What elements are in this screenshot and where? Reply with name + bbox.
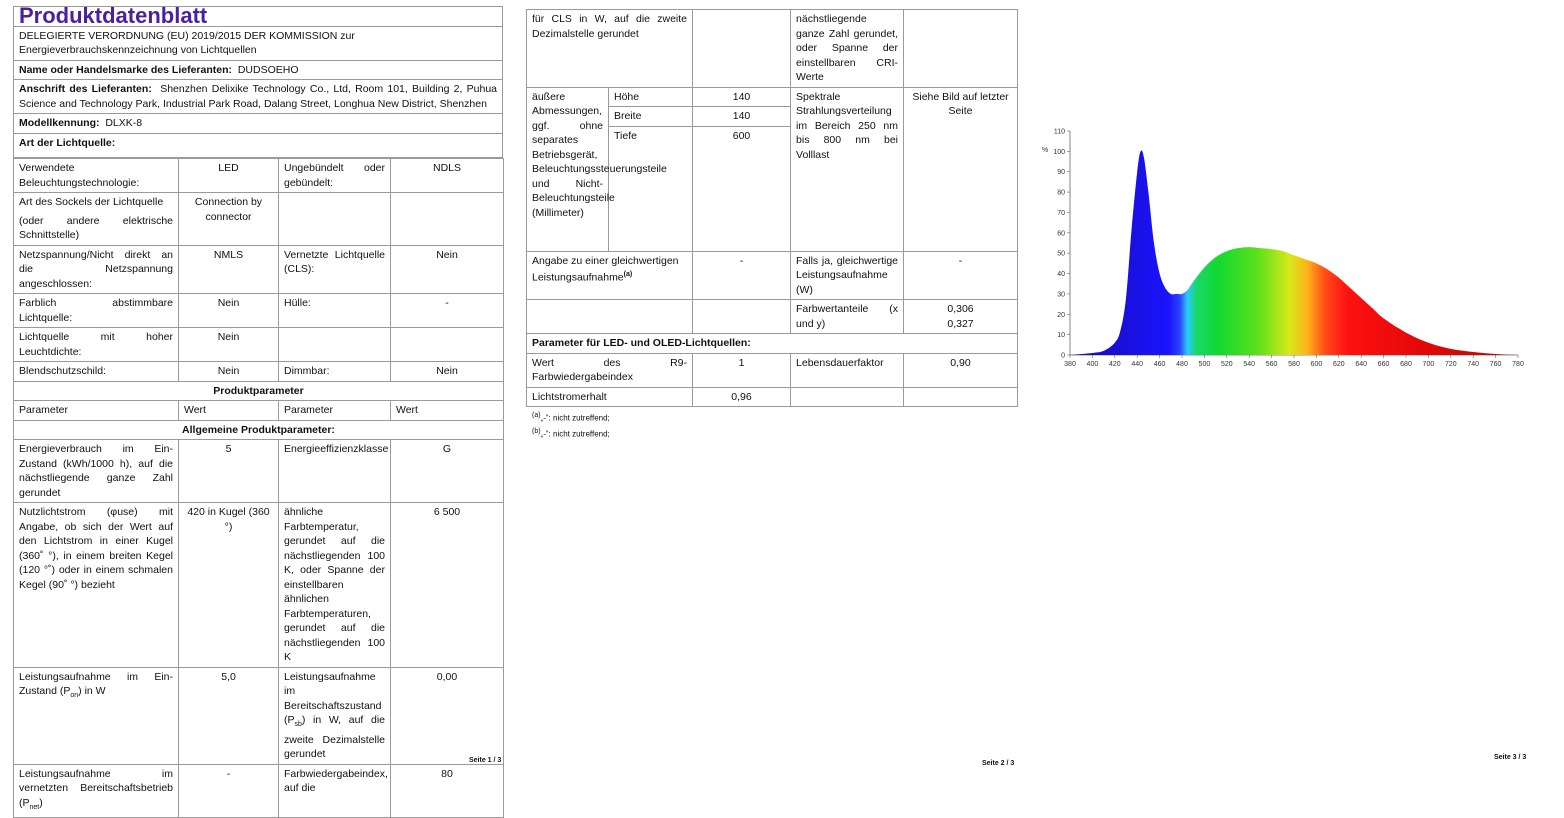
dim-value: 600 bbox=[693, 126, 791, 251]
section-header-row bbox=[14, 381, 504, 401]
x-tick-label: 520 bbox=[1220, 361, 1233, 368]
on-power-value: 5,0 bbox=[179, 667, 279, 764]
net-power-value: - bbox=[179, 764, 279, 818]
chroma-label: Farbwertanteile (x und y) bbox=[791, 300, 904, 334]
led-params-header: Parameter für LED- und OLED-Lichtquellen: bbox=[527, 334, 1018, 354]
param-value: Nein bbox=[179, 362, 279, 382]
net-power-text: Leistungsaufnahme im vernetzten Bereitschaftsbetrieb (P bbox=[19, 767, 173, 809]
table-row bbox=[14, 328, 504, 362]
footnote-b bbox=[526, 425, 1017, 441]
address-value: Shenzhen Delixike Technology Co., Ltd, Room 101, Building 2, Puhua Science and Technology Park, Industrial Park Road, Dalang Street, Longhua New District, Shenzhen bbox=[19, 83, 497, 110]
x-tick-label: 720 bbox=[1444, 361, 1457, 368]
sb-power-value: 0,00 bbox=[391, 667, 504, 764]
product-table-p1 bbox=[13, 158, 504, 818]
product-table-p2 bbox=[526, 9, 1018, 407]
param-label: Verwendete Beleuchtungstechnologie: bbox=[14, 159, 179, 193]
page-number-1: Seite 1 / 3 bbox=[469, 757, 502, 764]
empty-cell bbox=[693, 300, 791, 334]
param-label: Farblich abstimmbare Lichtquelle: bbox=[14, 294, 179, 328]
on-power-label bbox=[14, 667, 179, 764]
footnote-b-mark: (b) bbox=[532, 427, 541, 435]
empty-cell bbox=[391, 328, 504, 362]
table-row bbox=[527, 353, 1018, 387]
on-power-text: Leistungsaufnahme im Ein-Zustand (P bbox=[19, 670, 173, 697]
address-label: Anschrift des Lieferanten: bbox=[19, 83, 152, 95]
socket-label: Art des Sockels der Lichtquelle bbox=[19, 196, 164, 208]
table-row bbox=[527, 10, 1018, 88]
model-label: Modellkennung: bbox=[19, 117, 100, 129]
y-tick-label: 10 bbox=[1057, 332, 1065, 340]
param-value: NMLS bbox=[179, 245, 279, 294]
x-tick-label: 380 bbox=[1064, 361, 1076, 368]
param-label: Netzspannung/Nicht direkt an die Netzspannung angeschlossen: bbox=[14, 245, 179, 294]
x-tick-label: 400 bbox=[1086, 361, 1099, 368]
x-tick-label: 420 bbox=[1108, 361, 1121, 368]
equiv-label bbox=[527, 251, 693, 300]
empty-cell bbox=[693, 10, 791, 88]
dim-name: Tiefe bbox=[609, 126, 693, 251]
dim-value: 140 bbox=[693, 87, 791, 107]
x-tick-label: 740 bbox=[1467, 361, 1480, 368]
footnote-a-text: „-“: nicht zutreffend; bbox=[540, 413, 610, 423]
supplier-label: Name oder Handelsmarke des Lieferanten: bbox=[19, 63, 232, 76]
model-value: DLXK-8 bbox=[105, 117, 143, 129]
footnote-a-mark: (a) bbox=[532, 412, 541, 419]
param-label: Blendschutzschild: bbox=[14, 362, 179, 382]
survival-value: 0,90 bbox=[904, 353, 1018, 387]
y-tick-label: 80 bbox=[1057, 189, 1065, 197]
page-number-2: Seite 2 / 3 bbox=[982, 760, 1015, 767]
spectral-label: Spektrale Strahlungsverteilung im Bereich 250 nm bis 800 nm bei Volllast bbox=[791, 87, 904, 251]
empty-cell bbox=[904, 387, 1018, 407]
param-value: Connection by connector bbox=[179, 193, 279, 246]
param-value: Nein bbox=[391, 245, 504, 294]
cls-power-cont: für CLS in W, auf die zweite Dezimalstelle gerundet bbox=[527, 10, 693, 88]
table-row bbox=[14, 362, 504, 382]
param-label: Dimmbar: bbox=[279, 362, 391, 382]
param-label: Nutzlichtstrom (φuse) mit Angabe, ob sich der Wert auf den Lichtstrom in einer Kugel (360˚ °), in einem breiten Kegel (120 °˚) oder in einem schmalen Kegel (90˚ °) bezieht bbox=[14, 503, 179, 668]
y-tick-label: 60 bbox=[1057, 230, 1065, 238]
y-tick-label: 70 bbox=[1057, 209, 1065, 217]
page-title: Produktdatenblatt bbox=[14, 7, 502, 27]
footnote-a bbox=[526, 409, 1017, 425]
on-power-unit: ) in W bbox=[78, 685, 106, 697]
spectrum-chart bbox=[1040, 118, 1530, 378]
regulation-text: DELEGIERTE VERORDNUNG (EU) 2019/2015 DER KOMMISSION zur Energieverbrauchskennzeichnung von Lichtquellen bbox=[14, 27, 502, 61]
empty-cell bbox=[904, 10, 1018, 88]
x-tick-label: 560 bbox=[1265, 361, 1278, 368]
sb-power-label bbox=[279, 667, 391, 764]
dim-value: 140 bbox=[693, 107, 791, 127]
y-tick-label: 40 bbox=[1057, 271, 1065, 279]
table-row bbox=[14, 764, 504, 818]
column-header-row bbox=[14, 401, 504, 421]
table-row bbox=[14, 503, 504, 668]
lumen-label: Lichtstromerhalt bbox=[527, 387, 693, 407]
equiv-power-label: Falls ja, gleichwertige Leistungsaufnahme (W) bbox=[791, 251, 904, 300]
equiv-sup: (a) bbox=[623, 271, 633, 278]
y-tick-label: 50 bbox=[1057, 250, 1065, 258]
param-value: 6 500 bbox=[391, 503, 504, 668]
x-tick-label: 580 bbox=[1288, 361, 1300, 368]
dim-name: Breite bbox=[609, 107, 693, 127]
x-tick-label: 480 bbox=[1176, 361, 1188, 368]
light-type-label: Art der Lichtquelle: bbox=[14, 134, 502, 159]
r9-label: Wert des R9-Farbwiedergabeindex bbox=[527, 353, 693, 387]
spectral-value: Siehe Bild auf letzter Seite bbox=[904, 87, 1018, 251]
footnote-b-text: „-“: nicht zutreffend; bbox=[540, 429, 610, 439]
on-power-sub: on bbox=[70, 692, 79, 700]
lumen-value: 0,96 bbox=[693, 387, 791, 407]
param-label: Ungebündelt oder gebündelt: bbox=[279, 159, 391, 193]
sb-power-sub: sb bbox=[294, 721, 302, 729]
r9-value: 1 bbox=[693, 353, 791, 387]
sb-power-text: Leistungsaufnahme im Bereitschaftszustand (P bbox=[284, 670, 382, 726]
col-value: Wert bbox=[179, 401, 279, 421]
equiv-value: - bbox=[693, 251, 791, 300]
survival-label: Lebensdauerfaktor bbox=[791, 353, 904, 387]
address-line bbox=[14, 80, 502, 114]
empty-cell bbox=[279, 328, 391, 362]
param-value: - bbox=[391, 294, 504, 328]
x-tick-label: 600 bbox=[1310, 361, 1323, 368]
header-block bbox=[13, 3, 503, 158]
y-tick-label: 0 bbox=[1061, 352, 1065, 360]
x-tick-label: 640 bbox=[1355, 361, 1368, 368]
empty-cell bbox=[527, 300, 693, 334]
general-params-header: Allgemeine Produktparameter: bbox=[14, 420, 504, 440]
table-row bbox=[527, 387, 1018, 407]
spectrum-curve bbox=[1070, 150, 1518, 355]
x-tick-label: 780 bbox=[1512, 361, 1524, 368]
param-label: Energieverbrauch im Ein-Zustand (kWh/1000 h), auf die nächstliegende ganze Zahl gerundet bbox=[14, 440, 179, 503]
table-row bbox=[14, 193, 504, 246]
y-tick-label: 20 bbox=[1057, 311, 1065, 319]
param-value: Nein bbox=[391, 362, 504, 382]
param-value: G bbox=[391, 440, 504, 503]
param-value: LED bbox=[179, 159, 279, 193]
table-row bbox=[14, 294, 504, 328]
table-row bbox=[527, 251, 1018, 300]
x-tick-label: 760 bbox=[1489, 361, 1502, 368]
param-value: 420 in Kugel (360 °) bbox=[179, 503, 279, 668]
page-3 bbox=[1040, 118, 1530, 381]
x-tick-label: 500 bbox=[1198, 361, 1211, 368]
table-row bbox=[527, 300, 1018, 334]
sb-power-unit: ) in W, auf die zweite Dezimalstelle gerundet bbox=[284, 714, 385, 761]
chroma-values bbox=[904, 300, 1018, 334]
net-power-label bbox=[14, 764, 179, 818]
col-param: Parameter bbox=[14, 401, 179, 421]
x-tick-label: 680 bbox=[1400, 361, 1412, 368]
empty-cell bbox=[279, 193, 391, 246]
param-label bbox=[14, 193, 179, 246]
x-tick-label: 460 bbox=[1153, 361, 1166, 368]
page-2 bbox=[526, 9, 1017, 440]
socket-label-note: (oder andere elektrische Schnittstelle) bbox=[19, 214, 173, 241]
table-row bbox=[14, 440, 504, 503]
param-label: Lichtquelle mit hoher Leuchtdichte: bbox=[14, 328, 179, 362]
equiv-power-value: - bbox=[904, 251, 1018, 300]
param-value: Nein bbox=[179, 328, 279, 362]
param-value: Nein bbox=[179, 294, 279, 328]
empty-cell bbox=[391, 193, 504, 246]
chroma-y: 0,327 bbox=[947, 317, 974, 330]
param-value: NDLS bbox=[391, 159, 504, 193]
param-label: ähnliche Farbtemperatur, gerundet auf die nächstliegenden 100 K, oder Spanne der einstellbaren ähnlichen Farbtemperaturen, gerundet auf die nächstliegenden 100 K bbox=[279, 503, 391, 668]
product-params-header: Produktparameter bbox=[14, 381, 504, 401]
y-tick-label: 90 bbox=[1057, 169, 1065, 177]
table-row bbox=[527, 87, 1018, 107]
table-row bbox=[14, 245, 504, 294]
page-number-3: Seite 3 / 3 bbox=[1494, 754, 1527, 761]
x-tick-label: 700 bbox=[1422, 361, 1435, 368]
cri-value: 80 bbox=[391, 764, 504, 818]
y-axis-label: % bbox=[1042, 147, 1049, 154]
x-tick-label: 440 bbox=[1131, 361, 1144, 368]
param-label: Vernetzte Lichtquelle (CLS): bbox=[279, 245, 391, 294]
net-power-sub: net bbox=[29, 803, 40, 811]
net-power-unit: ) bbox=[39, 796, 43, 809]
x-tick-label: 660 bbox=[1377, 361, 1390, 368]
y-tick-label: 110 bbox=[1053, 128, 1065, 136]
page-1 bbox=[13, 3, 503, 818]
cri-cont: nächstliegende ganze Zahl gerundet, oder Spanne der einstellbaren CRI-Werte bbox=[791, 10, 904, 88]
dims-label: äußere Abmessungen, ggf. ohne separates Betriebsgerät, Beleuchtungssteuerungsteile und Nicht-Beleuchtungsteile (Millimeter) bbox=[527, 87, 609, 251]
table-row bbox=[14, 159, 504, 193]
col-value: Wert bbox=[391, 401, 504, 421]
param-label: Energieeffizienzklasse bbox=[279, 440, 391, 503]
supplier-line bbox=[14, 61, 502, 81]
empty-cell bbox=[791, 387, 904, 407]
model-line bbox=[14, 114, 502, 134]
supplier-value: DUDSOEHO bbox=[237, 63, 299, 76]
y-tick-label: 100 bbox=[1053, 148, 1065, 156]
section-header-row bbox=[527, 334, 1018, 354]
x-tick-label: 620 bbox=[1332, 361, 1345, 368]
equiv-text: Angabe zu einer gleichwertigen Leistungsaufnahme bbox=[532, 254, 679, 284]
cri-label: Farbwiedergabeindex, auf die bbox=[279, 764, 391, 818]
y-tick-label: 30 bbox=[1057, 291, 1065, 299]
footnotes bbox=[526, 409, 1017, 440]
param-value: 5 bbox=[179, 440, 279, 503]
section-header-row bbox=[14, 420, 504, 440]
dim-name: Höhe bbox=[609, 87, 693, 107]
chroma-x: 0,306 bbox=[947, 303, 974, 315]
param-label: Hülle: bbox=[279, 294, 391, 328]
x-tick-label: 540 bbox=[1243, 361, 1256, 368]
col-param: Parameter bbox=[279, 401, 391, 421]
table-row bbox=[14, 667, 504, 764]
